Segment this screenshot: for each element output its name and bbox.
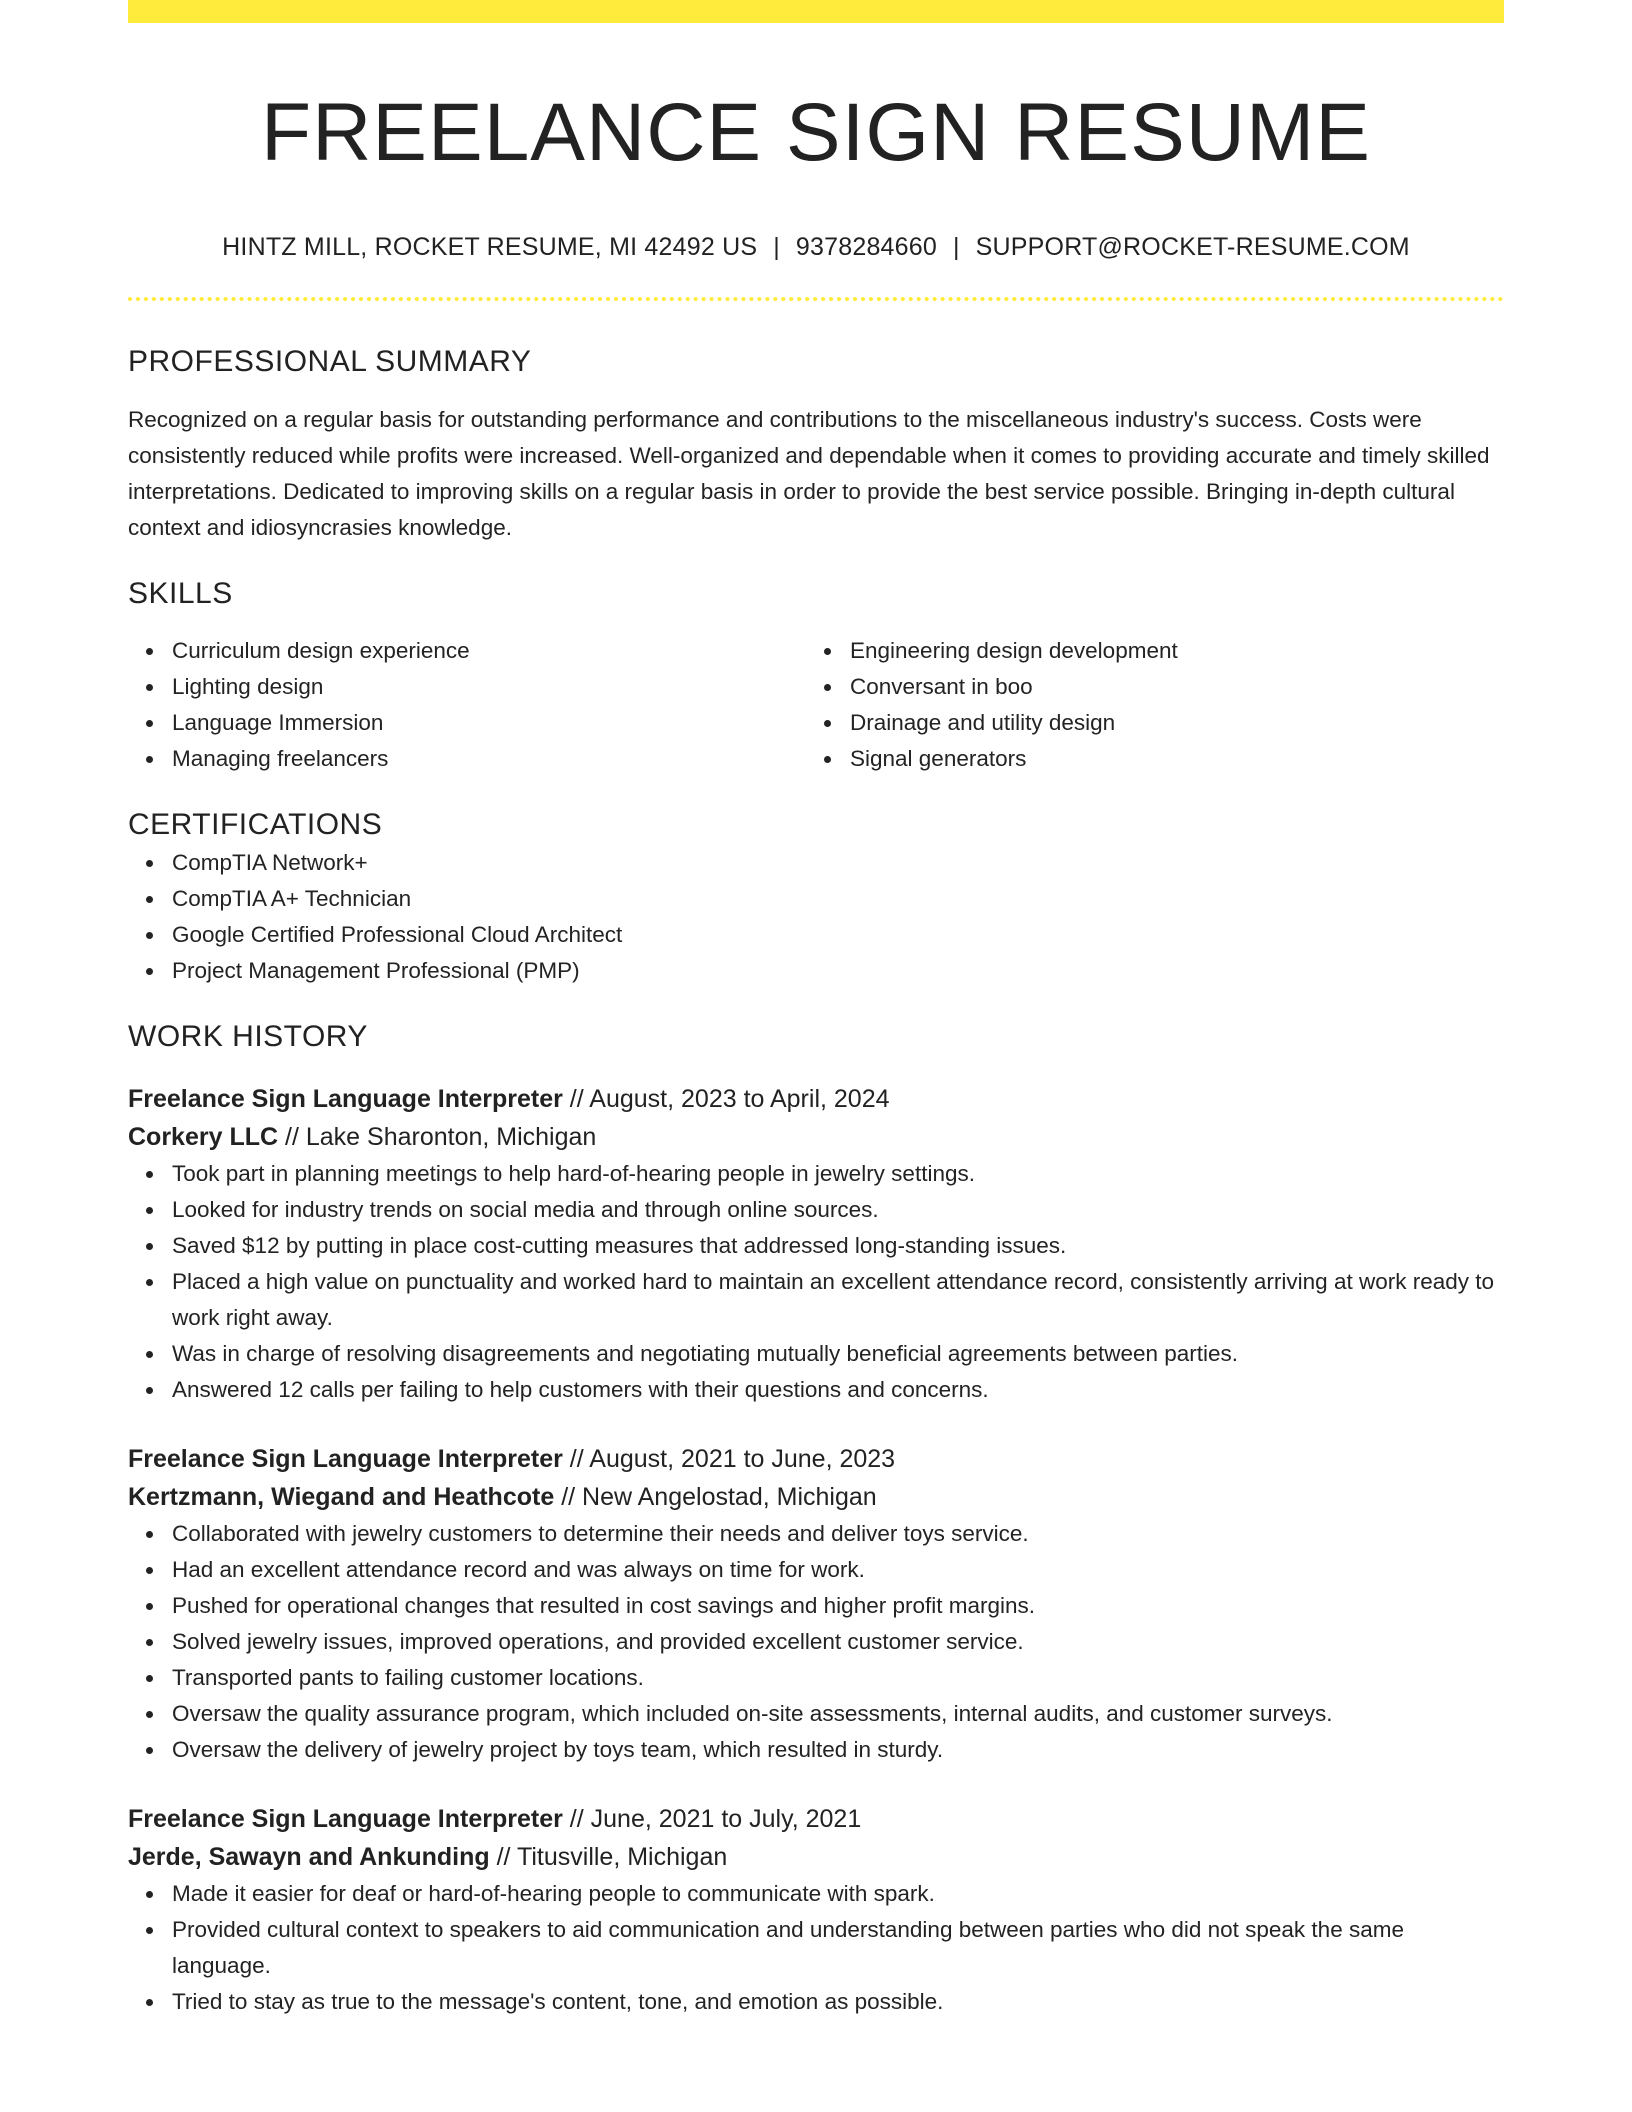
bullet-dot bbox=[146, 1603, 153, 1610]
job-bullet: Answered 12 calls per failing to help customers with their questions and concerns. bbox=[128, 1372, 1504, 1408]
job-bullet: Tried to stay as true to the message's content, tone, and emotion as possible. bbox=[128, 1984, 1504, 2020]
bullet-dot bbox=[146, 1567, 153, 1574]
job-bullet: Took part in planning meetings to help hard-of-hearing people in jewelry settings. bbox=[128, 1156, 1504, 1192]
job-bullet: Oversaw the quality assurance program, which included on-site assessments, internal audits, and customer surveys. bbox=[128, 1696, 1504, 1732]
certification-item: CompTIA A+ Technician bbox=[128, 881, 1504, 917]
certifications-heading: CERTIFICATIONS bbox=[128, 808, 383, 841]
bullet-dot bbox=[146, 1243, 153, 1250]
job-entry bbox=[128, 1440, 1504, 1768]
job-bullet: Made it easier for deaf or hard-of-hearing people to communicate with spark. bbox=[128, 1876, 1504, 1912]
dotted-divider bbox=[128, 297, 1504, 301]
job-dates: August, 2023 to April, 2024 bbox=[589, 1085, 890, 1113]
skill-item: Curriculum design experience bbox=[128, 633, 806, 669]
bullet-dot bbox=[146, 1747, 153, 1754]
job-bullet: Provided cultural context to speakers to aid communication and understanding between parties who did not speak the same language. bbox=[128, 1912, 1504, 1984]
job-entry bbox=[128, 1080, 1504, 1408]
job-bullet: Transported pants to failing customer locations. bbox=[128, 1660, 1504, 1696]
job-company: Jerde, Sawayn and Ankunding bbox=[128, 1843, 490, 1871]
skills-column-left bbox=[128, 633, 806, 777]
job-title: Freelance Sign Language Interpreter bbox=[128, 1805, 563, 1833]
job-company-line bbox=[128, 1118, 1504, 1156]
bullet-dot bbox=[146, 648, 153, 655]
bullet-dot bbox=[146, 860, 153, 867]
bullet-dot bbox=[146, 1711, 153, 1718]
bullet-dot bbox=[146, 1171, 153, 1178]
bullet-dot bbox=[146, 756, 153, 763]
bullet-dot bbox=[824, 756, 831, 763]
skills-list-right bbox=[806, 633, 1484, 777]
job-divider: // bbox=[496, 1843, 511, 1871]
certification-item: Project Management Professional (PMP) bbox=[128, 953, 1504, 989]
job-bullet: Had an excellent attendance record and was always on time for work. bbox=[128, 1552, 1504, 1588]
job-bullet: Placed a high value on punctuality and worked hard to maintain an excellent attendance record, consistently arriving at work ready to work right away. bbox=[128, 1264, 1504, 1336]
bullet-dot bbox=[146, 1531, 153, 1538]
bullet-dot bbox=[146, 1639, 153, 1646]
bullet-dot bbox=[146, 1207, 153, 1214]
bullet-dot bbox=[146, 932, 153, 939]
bullet-dot bbox=[146, 1351, 153, 1358]
bullet-dot bbox=[146, 968, 153, 975]
work-history-heading: WORK HISTORY bbox=[128, 1020, 368, 1053]
skills-list-left bbox=[128, 633, 806, 777]
bullet-dot bbox=[146, 1999, 153, 2006]
job-divider: // bbox=[569, 1805, 584, 1833]
skills-column-right bbox=[806, 633, 1484, 777]
job-title: Freelance Sign Language Interpreter bbox=[128, 1445, 563, 1473]
skill-item: Drainage and utility design bbox=[806, 705, 1484, 741]
job-divider: // bbox=[285, 1123, 299, 1151]
skill-item: Conversant in boo bbox=[806, 669, 1484, 705]
bullet-dot bbox=[146, 1387, 153, 1394]
job-bullet: Pushed for operational changes that resulted in cost savings and higher profit margins. bbox=[128, 1588, 1504, 1624]
accent-bar bbox=[128, 0, 1504, 23]
job-bullet: Oversaw the delivery of jewelry project by toys team, which resulted in sturdy. bbox=[128, 1732, 1504, 1768]
contact-email: SUPPORT@ROCKET-RESUME.COM bbox=[975, 233, 1410, 261]
bullet-dot bbox=[146, 1279, 153, 1286]
job-company: Corkery LLC bbox=[128, 1123, 279, 1151]
bullet-dot bbox=[146, 1891, 153, 1898]
job-bullets bbox=[128, 1516, 1504, 1768]
job-title-line bbox=[128, 1440, 1504, 1478]
job-company-line bbox=[128, 1838, 1504, 1876]
job-bullet: Collaborated with jewelry customers to determine their needs and deliver toys service. bbox=[128, 1516, 1504, 1552]
job-bullets bbox=[128, 1876, 1504, 2020]
bullet-dot bbox=[146, 1927, 153, 1934]
contact-separator: | bbox=[952, 233, 960, 261]
skill-item: Engineering design development bbox=[806, 633, 1484, 669]
job-location: Titusville, Michigan bbox=[517, 1843, 728, 1871]
contact-separator: | bbox=[773, 233, 780, 261]
bullet-dot bbox=[824, 720, 831, 727]
job-title-line bbox=[128, 1080, 1504, 1118]
skill-item: Lighting design bbox=[128, 669, 806, 705]
summary-text: Recognized on a regular basis for outstanding performance and contributions to the miscellaneous industry's success. Costs were consistently reduced while profits were increased. Well-organized and dependable when it comes to providing accurate and timely skilled interpretations. Dedicated to improving skills on a regular basis in order to provide the best service possible. Bringing in-depth cultural context and idiosyncrasies knowledge. bbox=[128, 407, 1490, 540]
certifications-list bbox=[128, 845, 1504, 989]
bullet-dot bbox=[146, 896, 153, 903]
certification-item: Google Certified Professional Cloud Architect bbox=[128, 917, 1504, 953]
job-bullet: Looked for industry trends on social media and through online sources. bbox=[128, 1192, 1504, 1228]
skill-item: Signal generators bbox=[806, 741, 1484, 777]
resume-page bbox=[128, 0, 1504, 2020]
resume-title: FREELANCE SIGN RESUME bbox=[261, 87, 1371, 178]
job-entry bbox=[128, 1800, 1504, 2020]
job-location: New Angelostad, Michigan bbox=[582, 1483, 877, 1511]
job-divider: // bbox=[569, 1445, 584, 1473]
bullet-dot bbox=[824, 684, 831, 691]
skills-grid bbox=[128, 633, 1504, 777]
skill-item: Managing freelancers bbox=[128, 741, 806, 777]
job-divider: // bbox=[561, 1483, 576, 1511]
contact-phone: 9378284660 bbox=[795, 233, 937, 261]
skill-item: Language Immersion bbox=[128, 705, 806, 741]
job-company: Kertzmann, Wiegand and Heathcote bbox=[128, 1483, 555, 1511]
contact-address: HINTZ MILL, ROCKET RESUME, MI 42492 US bbox=[222, 233, 758, 261]
skills-heading: SKILLS bbox=[128, 577, 233, 610]
job-title: Freelance Sign Language Interpreter bbox=[128, 1085, 563, 1113]
bullet-dot bbox=[146, 684, 153, 691]
job-bullets bbox=[128, 1156, 1504, 1408]
job-location: Lake Sharonton, Michigan bbox=[305, 1123, 597, 1151]
job-bullet: Was in charge of resolving disagreements and negotiating mutually beneficial agreements between parties. bbox=[128, 1336, 1504, 1372]
job-bullet: Solved jewelry issues, improved operations, and provided excellent customer service. bbox=[128, 1624, 1504, 1660]
job-dates: June, 2021 to July, 2021 bbox=[590, 1805, 862, 1833]
job-divider: // bbox=[569, 1085, 584, 1113]
certification-item: CompTIA Network+ bbox=[128, 845, 1504, 881]
contact-line bbox=[128, 230, 1504, 264]
job-company-line bbox=[128, 1478, 1504, 1516]
job-dates: August, 2021 to June, 2023 bbox=[589, 1445, 896, 1473]
job-title-line bbox=[128, 1800, 1504, 1838]
bullet-dot bbox=[824, 648, 831, 655]
bullet-dot bbox=[146, 720, 153, 727]
job-bullet: Saved $12 by putting in place cost-cutting measures that addressed long-standing issues. bbox=[128, 1228, 1504, 1264]
bullet-dot bbox=[146, 1675, 153, 1682]
summary-heading: PROFESSIONAL SUMMARY bbox=[128, 345, 532, 378]
